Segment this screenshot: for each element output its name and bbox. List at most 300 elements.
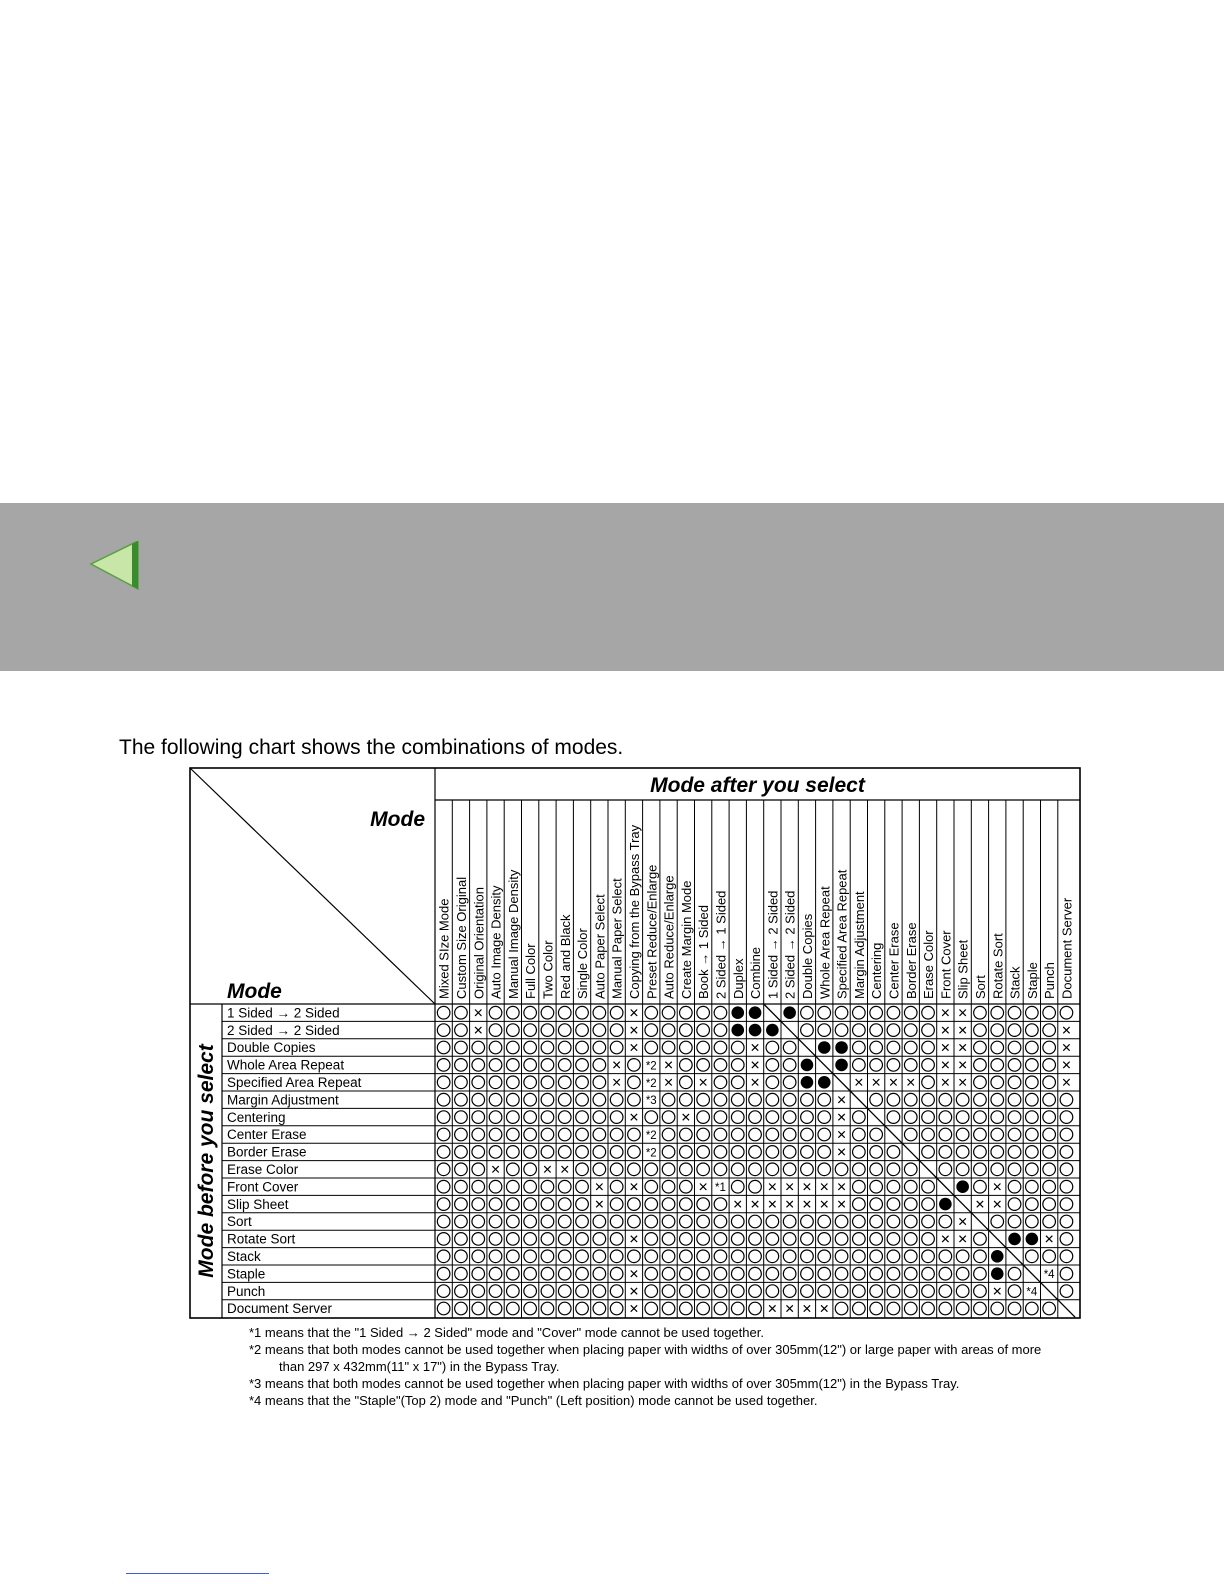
mark-circle: [853, 1111, 866, 1124]
mark-circle: [645, 1233, 658, 1246]
mark-circle: [645, 1250, 658, 1263]
mark-footnote-ref: *2: [645, 1147, 657, 1160]
mark-circle: [714, 1233, 727, 1246]
mark-diagonal: [816, 1056, 833, 1073]
mark-circle: [818, 1006, 831, 1019]
mark-circle: [714, 1215, 727, 1228]
mark-circle: [835, 1250, 848, 1263]
mark-circle: [437, 1198, 450, 1211]
mark-circle: [610, 1250, 623, 1263]
mark-cross: [752, 1079, 758, 1085]
mark-circle: [455, 1024, 468, 1037]
mark-circle: [472, 1250, 485, 1263]
mark-circle: [593, 1233, 606, 1246]
mark-circle: [766, 1128, 779, 1141]
mark-circle: [558, 1093, 571, 1106]
mark-circle: [610, 1024, 623, 1037]
mark-circle: [697, 1250, 710, 1263]
mark-cross: [838, 1131, 844, 1137]
mark-circle: [749, 1163, 762, 1176]
mark-circle: [974, 1250, 987, 1263]
mark-cross: [700, 1079, 706, 1085]
mark-circle: [1008, 1215, 1021, 1228]
corner-diagonal: [190, 768, 435, 1004]
mark-circle: [524, 1024, 537, 1037]
mark-circle: [766, 1267, 779, 1280]
mark-circle: [749, 1180, 762, 1193]
mark-cross: [959, 1218, 965, 1224]
mark-circle: [680, 1267, 693, 1280]
mark-circle: [680, 1128, 693, 1141]
mark-circle: [489, 1024, 502, 1037]
column-header: Centering: [869, 942, 885, 999]
mark-circle: [507, 1076, 520, 1089]
mark-circle: [887, 1093, 900, 1106]
mark-circle: [783, 1215, 796, 1228]
mark-circle: [1043, 1006, 1056, 1019]
mark-footnote-ref: *1: [715, 1182, 726, 1195]
mark-circle: [541, 1059, 554, 1072]
mark-circle: [558, 1215, 571, 1228]
mark-circle: [1008, 1111, 1021, 1124]
mark-circle: [455, 1198, 468, 1211]
mark-circle: [593, 1128, 606, 1141]
mark-circle: [576, 1093, 589, 1106]
mark-circle: [697, 1093, 710, 1106]
mark-circle: [489, 1128, 502, 1141]
mark-circle: [455, 1302, 468, 1315]
column-header: Two Color: [540, 940, 556, 999]
mark-circle: [749, 1302, 762, 1315]
mark-cross: [1063, 1079, 1069, 1085]
mark-circle: [489, 1198, 502, 1211]
mark-circle: [887, 1163, 900, 1176]
mark-dot: [749, 1024, 762, 1037]
mark-cross: [821, 1305, 827, 1311]
mark-dot: [835, 1041, 848, 1054]
mark-circle: [576, 1076, 589, 1089]
mark-circle: [870, 1267, 883, 1280]
mark-circle: [1043, 1180, 1056, 1193]
mark-circle: [489, 1006, 502, 1019]
mark-circle: [558, 1198, 571, 1211]
mark-cross: [631, 1236, 637, 1242]
mark-circle: [887, 1285, 900, 1298]
mark-circle: [576, 1006, 589, 1019]
mark-circle: [697, 1163, 710, 1176]
mark-diagonal: [971, 1213, 988, 1230]
mark-circle: [801, 1285, 814, 1298]
mark-circle: [749, 1233, 762, 1246]
mark-circle: [524, 1146, 537, 1159]
mark-circle: [1026, 1006, 1039, 1019]
mark-circle: [904, 1267, 917, 1280]
mark-circle: [956, 1093, 969, 1106]
mark-circle: [1043, 1093, 1056, 1106]
mark-diagonal: [902, 1143, 919, 1160]
mark-circle: [610, 1041, 623, 1054]
mark-circle: [558, 1076, 571, 1089]
mark-circle: [714, 1250, 727, 1263]
mark-circle: [887, 1006, 900, 1019]
intro-text: The following chart shows the combinations of modes.: [119, 736, 624, 759]
mark-circle: [870, 1233, 883, 1246]
mark-circle: [974, 1302, 987, 1315]
mark-circle: [1008, 1146, 1021, 1159]
table-title: Mode after you select: [650, 774, 865, 797]
mark-circle: [818, 1024, 831, 1037]
mark-circle: [455, 1250, 468, 1263]
mark-circle: [628, 1250, 641, 1263]
mark-circle: [472, 1285, 485, 1298]
mark-circle: [1043, 1059, 1056, 1072]
mark-cross: [475, 1010, 481, 1016]
mark-circle: [766, 1163, 779, 1176]
mark-circle: [593, 1076, 606, 1089]
mark-circle: [974, 1006, 987, 1019]
column-header: Specified Area Repeat: [834, 869, 850, 999]
mark-circle: [818, 1250, 831, 1263]
mark-circle: [507, 1111, 520, 1124]
mark-circle: [922, 1302, 935, 1315]
mark-circle: [749, 1128, 762, 1141]
mark-circle: [455, 1128, 468, 1141]
mark-circle: [455, 1285, 468, 1298]
mark-circle: [507, 1285, 520, 1298]
mark-circle: [472, 1198, 485, 1211]
mark-circle: [922, 1180, 935, 1193]
mark-circle: [1060, 1146, 1073, 1159]
mark-circle: [1008, 1180, 1021, 1193]
mark-circle: [437, 1128, 450, 1141]
mark-dot: [801, 1059, 814, 1072]
mark-circle: [887, 1267, 900, 1280]
mark-circle: [783, 1093, 796, 1106]
mark-circle: [1043, 1041, 1056, 1054]
mark-circle: [922, 1024, 935, 1037]
mark-circle: [714, 1006, 727, 1019]
mark-circle: [507, 1180, 520, 1193]
mark-circle: [697, 1198, 710, 1211]
mark-circle: [922, 1076, 935, 1089]
mark-dot: [939, 1198, 952, 1211]
mark-circle: [1043, 1024, 1056, 1037]
mark-circle: [1043, 1250, 1056, 1263]
mark-cross: [683, 1114, 689, 1120]
mark-circle: [731, 1267, 744, 1280]
mark-circle: [974, 1041, 987, 1054]
mark-circle: [783, 1250, 796, 1263]
mark-circle: [1043, 1128, 1056, 1141]
mark-circle: [680, 1059, 693, 1072]
mark-circle: [507, 1233, 520, 1246]
mark-circle: [662, 1111, 675, 1124]
mark-circle: [801, 1250, 814, 1263]
mark-circle: [507, 1267, 520, 1280]
mark-circle: [558, 1180, 571, 1193]
mark-cross: [959, 1236, 965, 1242]
mark-circle: [645, 1215, 658, 1228]
row-label: 1 Sided → 2 Sided: [227, 1005, 340, 1021]
mark-circle: [541, 1093, 554, 1106]
mark-cross: [631, 1027, 637, 1033]
mark-footnote-ref: *3: [645, 1095, 657, 1108]
mark-circle: [541, 1076, 554, 1089]
mark-circle: [714, 1198, 727, 1211]
mark-diagonal: [1041, 1282, 1058, 1299]
mark-circle: [853, 1198, 866, 1211]
mark-circle: [922, 1215, 935, 1228]
column-header: Custom Size Original: [453, 876, 469, 999]
mark-circle: [1008, 1198, 1021, 1211]
mark-circle: [783, 1059, 796, 1072]
mark-diagonal: [954, 1195, 971, 1212]
column-header: Erase Color: [921, 930, 937, 999]
mark-circle: [922, 1006, 935, 1019]
mark-circle: [783, 1128, 796, 1141]
mark-circle: [489, 1250, 502, 1263]
mark-cross: [804, 1201, 810, 1207]
mark-cross: [631, 1271, 637, 1277]
mark-cross: [752, 1062, 758, 1068]
row-label: Rotate Sort: [227, 1231, 296, 1247]
mark-circle: [991, 1024, 1004, 1037]
mark-circle: [835, 1163, 848, 1176]
mark-circle: [680, 1215, 693, 1228]
mark-circle: [904, 1302, 917, 1315]
mark-circle: [610, 1233, 623, 1246]
mark-circle: [593, 1285, 606, 1298]
mark-circle: [870, 1041, 883, 1054]
mark-cross: [596, 1184, 602, 1190]
mark-circle: [593, 1041, 606, 1054]
mark-circle: [974, 1267, 987, 1280]
mark-circle: [766, 1233, 779, 1246]
mark-circle: [853, 1024, 866, 1037]
mark-circle: [1026, 1198, 1039, 1211]
mark-circle: [455, 1041, 468, 1054]
mark-circle: [731, 1302, 744, 1315]
mark-cross: [475, 1027, 481, 1033]
mark-circle: [904, 1198, 917, 1211]
mark-circle: [1008, 1006, 1021, 1019]
mark-circle: [870, 1059, 883, 1072]
mark-circle: [697, 1059, 710, 1072]
mark-circle: [472, 1093, 485, 1106]
mark-circle: [939, 1267, 952, 1280]
mark-circle: [714, 1285, 727, 1298]
mark-circle: [645, 1006, 658, 1019]
mark-circle: [974, 1111, 987, 1124]
mark-circle: [887, 1302, 900, 1315]
footnote: *1 means that the "1 Sided → 2 Sided" mode and "Cover" mode cannot be used together.: [249, 1325, 764, 1340]
mark-circle: [524, 1128, 537, 1141]
mark-circle: [853, 1285, 866, 1298]
mark-circle: [524, 1041, 537, 1054]
mark-circle: [558, 1233, 571, 1246]
mark-circle: [1026, 1215, 1039, 1228]
mark-circle: [835, 1267, 848, 1280]
mark-circle: [1008, 1285, 1021, 1298]
mark-circle: [853, 1250, 866, 1263]
mark-circle: [610, 1302, 623, 1315]
mark-circle: [697, 1024, 710, 1037]
mark-circle: [991, 1006, 1004, 1019]
column-header: Original Orientation: [471, 887, 487, 999]
mark-circle: [991, 1215, 1004, 1228]
mark-circle: [576, 1041, 589, 1054]
mark-circle: [472, 1180, 485, 1193]
mark-circle: [818, 1111, 831, 1124]
mark-cross: [959, 1062, 965, 1068]
mark-circle: [680, 1006, 693, 1019]
mark-cross: [752, 1044, 758, 1050]
mark-circle: [593, 1267, 606, 1280]
mark-circle: [437, 1111, 450, 1124]
mark-circle: [610, 1215, 623, 1228]
mark-circle: [783, 1041, 796, 1054]
mark-circle: [1026, 1024, 1039, 1037]
mark-circle: [437, 1006, 450, 1019]
row-label: Punch: [227, 1283, 266, 1299]
mark-circle: [628, 1076, 641, 1089]
mark-circle: [680, 1093, 693, 1106]
mark-circle: [974, 1163, 987, 1176]
mark-circle: [956, 1146, 969, 1159]
mark-dot: [818, 1041, 831, 1054]
mark-circle: [1008, 1267, 1021, 1280]
mark-circle: [524, 1006, 537, 1019]
mark-circle: [576, 1059, 589, 1072]
column-header: Staple: [1024, 962, 1040, 999]
bottom-link[interactable]: [126, 1573, 269, 1574]
mark-circle: [714, 1059, 727, 1072]
mark-circle: [697, 1233, 710, 1246]
mark-circle: [939, 1093, 952, 1106]
mark-circle: [558, 1250, 571, 1263]
mark-circle: [697, 1041, 710, 1054]
mark-circle: [818, 1146, 831, 1159]
mark-circle: [974, 1093, 987, 1106]
mark-circle: [662, 1041, 675, 1054]
mark-circle: [645, 1111, 658, 1124]
mark-circle: [922, 1093, 935, 1106]
mark-cross: [596, 1201, 602, 1207]
row-label: Staple: [227, 1266, 266, 1282]
mark-circle: [783, 1111, 796, 1124]
mark-circle: [853, 1128, 866, 1141]
mark-circle: [437, 1285, 450, 1298]
mark-circle: [887, 1146, 900, 1159]
mark-diagonal: [937, 1178, 954, 1195]
column-header: 1 Sided → 2 Sided: [765, 890, 781, 999]
mark-circle: [1060, 1006, 1073, 1019]
column-header: Book → 1 Sided: [696, 905, 712, 999]
mark-circle: [610, 1128, 623, 1141]
mark-circle: [714, 1041, 727, 1054]
mark-cross: [1046, 1236, 1052, 1242]
mark-circle: [697, 1215, 710, 1228]
mark-circle: [956, 1163, 969, 1176]
mark-circle: [662, 1180, 675, 1193]
column-header: Auto Paper Select: [592, 894, 608, 999]
mark-cross: [838, 1201, 844, 1207]
mark-circle: [576, 1024, 589, 1037]
mark-cross: [613, 1062, 619, 1068]
footnotes: [249, 1324, 1089, 1409]
mark-circle: [991, 1041, 1004, 1054]
mark-circle: [835, 1006, 848, 1019]
mark-circle: [507, 1128, 520, 1141]
mark-circle: [1026, 1146, 1039, 1159]
mark-dot: [835, 1059, 848, 1072]
mark-circle: [731, 1111, 744, 1124]
mark-circle: [489, 1267, 502, 1280]
mark-circle: [680, 1285, 693, 1298]
mark-circle: [507, 1250, 520, 1263]
mark-circle: [472, 1215, 485, 1228]
mark-circle: [541, 1233, 554, 1246]
column-header: Slip Sheet: [955, 939, 971, 999]
mark-circle: [1026, 1076, 1039, 1089]
column-header: Combine: [748, 946, 764, 999]
mark-circle: [1008, 1041, 1021, 1054]
mark-circle: [939, 1215, 952, 1228]
mark-cross: [942, 1010, 948, 1016]
mark-circle: [1026, 1302, 1039, 1315]
mark-circle: [904, 1128, 917, 1141]
mark-dot: [991, 1267, 1004, 1280]
mark-circle: [1026, 1059, 1039, 1072]
mark-circle: [818, 1267, 831, 1280]
column-header: Preset Reduce/Enlarge: [644, 864, 660, 999]
mark-circle: [541, 1146, 554, 1159]
mark-circle: [904, 1180, 917, 1193]
mark-circle: [593, 1163, 606, 1176]
mark-circle: [749, 1215, 762, 1228]
mark-circle: [472, 1128, 485, 1141]
mark-circle: [904, 1250, 917, 1263]
mark-circle: [991, 1059, 1004, 1072]
mark-circle: [870, 1285, 883, 1298]
mark-circle: [801, 1215, 814, 1228]
mark-circle: [507, 1146, 520, 1159]
mark-cross: [942, 1236, 948, 1242]
mark-circle: [437, 1163, 450, 1176]
mark-circle: [680, 1198, 693, 1211]
mark-dot: [991, 1250, 1004, 1263]
mark-circle: [610, 1006, 623, 1019]
mark-circle: [680, 1146, 693, 1159]
mark-circle: [714, 1024, 727, 1037]
mark-diagonal: [919, 1161, 936, 1178]
mark-cross: [769, 1184, 775, 1190]
mark-circle: [645, 1302, 658, 1315]
mark-circle: [662, 1093, 675, 1106]
mark-circle: [697, 1302, 710, 1315]
mark-circle: [870, 1024, 883, 1037]
mark-circle: [507, 1006, 520, 1019]
mark-circle: [766, 1111, 779, 1124]
mark-circle: [455, 1146, 468, 1159]
mark-circle: [593, 1111, 606, 1124]
mark-diagonal: [885, 1126, 902, 1143]
mark-circle: [455, 1111, 468, 1124]
mark-circle: [766, 1059, 779, 1072]
mark-cross: [890, 1079, 896, 1085]
mark-circle: [541, 1285, 554, 1298]
mark-circle: [853, 1163, 866, 1176]
